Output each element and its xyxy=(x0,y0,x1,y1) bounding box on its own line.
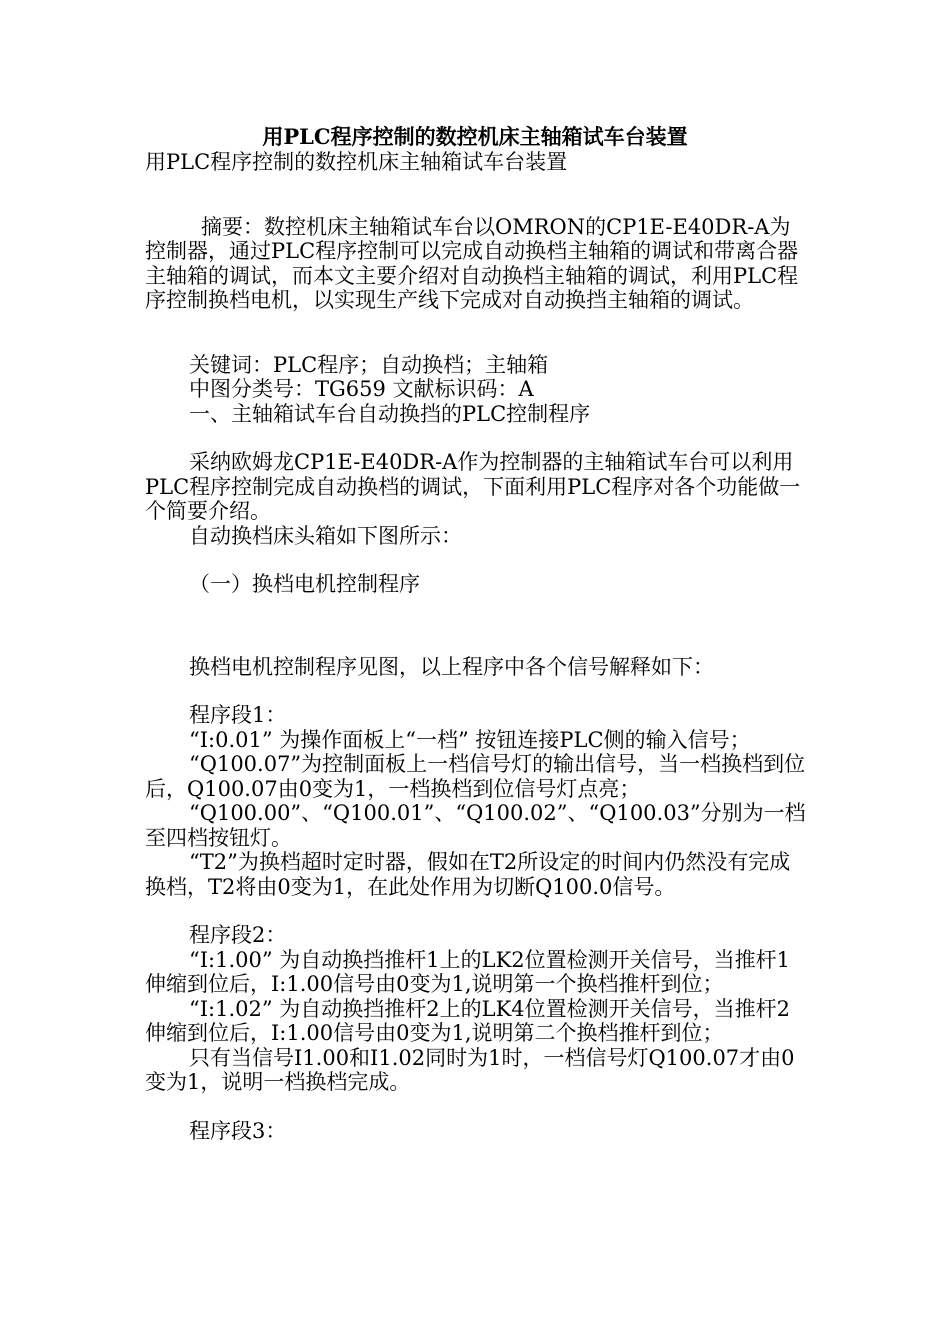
program-intro: 换档电机控制程序见图，以上程序中各个信号解释如下： xyxy=(189,654,714,679)
spacer xyxy=(145,597,807,637)
spacer xyxy=(145,637,807,655)
segment-2-item: “I:1.02” 为自动换挡推杆2上的LK4位置检测开关信号，当推杆2伸缩到位后，I:1.00信号由0变为1,说明第二个换档推杆到位； xyxy=(145,996,790,1045)
spacer xyxy=(145,679,807,703)
segment-2-item: “I:1.00” 为自动换挡推杆1上的LK2位置检测开关信号，当推杆1伸缩到位后，I:1.00信号由0变为1,说明第一个换档推杆到位； xyxy=(145,947,790,996)
segment-1-heading: 程序段1： xyxy=(189,703,287,727)
abstract-paragraph: 摘要：数控机床主轴箱试车台以OMRON的CP1E-E40DR-A为控制器，通过PLC程序控制可以完成自动换档主轴箱的调试和带离合器主轴箱的调试，而本文主要介绍对自动换档主轴箱的调试，利用PLC程序控制换档电机，以实现生产线下完成对自动换挡主轴箱的调试。 xyxy=(145,214,799,312)
segment-1-item: “Q100.07”为控制面板上一档信号灯的输出信号，当一档换档到位后，Q100.07由0变为1，一档换档到位信号灯点亮； xyxy=(145,752,806,801)
spacer xyxy=(145,313,807,353)
segment-1-item: “I:0.01” 为操作面板上“一档” 按钮连接PLC侧的输入信号； xyxy=(189,727,751,752)
classification-line: 中图分类号：TG659 文献标识码：A xyxy=(189,377,534,401)
segment-1-item: “Q100.00”、“Q100.01”、“Q100.02”、“Q100.03”分别为一档至四档按钮灯。 xyxy=(145,801,806,850)
segment-3-heading: 程序段3： xyxy=(189,1118,287,1143)
segment-1-item: “T2”为换档超时定时器，假如在T2所设定的时间内仍然没有完成换档，T2将由0变为1，在此处作用为切断Q100.0信号。 xyxy=(145,850,791,899)
spacer xyxy=(145,548,807,572)
figure-reference: 自动换档床头箱如下图所示： xyxy=(189,523,462,548)
document-title: 用PLC程序控制的数控机床主轴箱试车台装置 xyxy=(262,124,688,149)
spacer xyxy=(145,426,807,450)
document-body xyxy=(145,150,807,1143)
keywords-line: 关键词：PLC程序；自动换档；主轴箱 xyxy=(189,352,549,377)
spacer xyxy=(145,1095,807,1119)
subsection-heading: （一）换档电机控制程序 xyxy=(189,572,420,596)
intro-paragraph: 采纳欧姆龙CP1E-E40DR-A作为控制器的主轴箱试车台可以利用PLC程序控制完成自动换档的调试，下面利用PLC程序对各个功能做一个简要介绍。 xyxy=(145,450,801,523)
section-heading: 一、主轴箱试车台自动换挡的PLC控制程序 xyxy=(189,401,591,426)
spacer xyxy=(145,899,807,923)
spacer xyxy=(145,175,807,215)
segment-2-item: 只有当信号I1.00和I1.02同时为1时，一档信号灯Q100.07才由0变为1，说明一档换档完成。 xyxy=(145,1045,795,1094)
segment-2-heading: 程序段2： xyxy=(189,923,287,947)
subtitle-line: 用PLC程序控制的数控机床主轴箱试车台装置 xyxy=(145,150,568,174)
